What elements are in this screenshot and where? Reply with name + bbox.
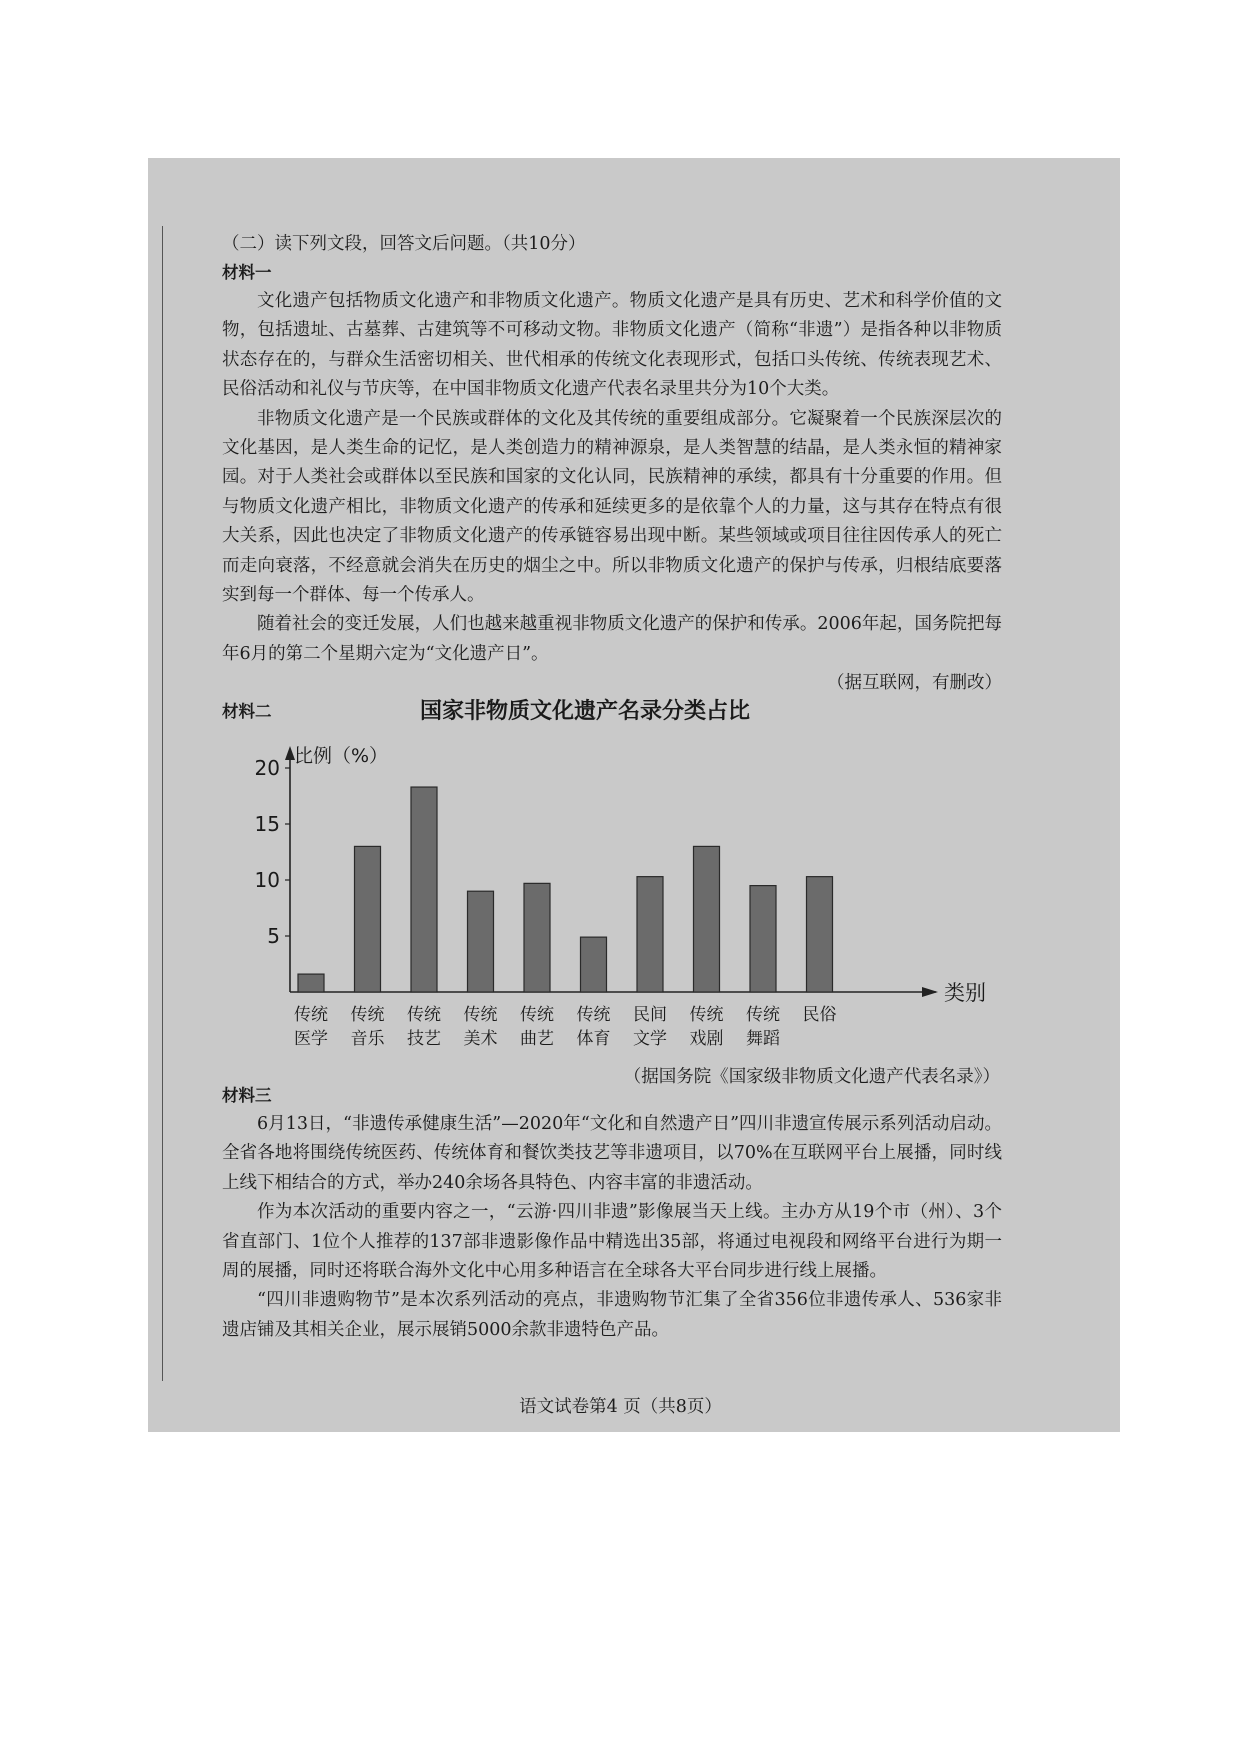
x-axis-arrow xyxy=(922,987,938,997)
material-three-paragraph-3: “四川非遗购物节”是本次系列活动的亮点，非遗购物节汇集了全省356位非遗传承人、536家非遗店铺及其相关企业，展示展销5000余款非遗特色产品。 xyxy=(222,1290,1002,1340)
bar xyxy=(524,883,550,992)
bar xyxy=(694,846,720,992)
material-one-label: 材料一 xyxy=(222,263,272,282)
material-three-paragraph-1: 6月13日，“非遗传承健康生活”—2020年“文化和自然遗产日”四川非遗宣传展示系列活动启动。全省各地将围绕传统医药、传统体育和餐饮类技艺等非遗项目，以70%在互联网平台上展播，同时线上线下相结合的方式，举办240余场各具特色、内容丰富的非遗活动。 xyxy=(222,1114,1002,1193)
bar-chart xyxy=(222,690,1012,1070)
section-title: （二）读下列文段，回答文后问题。（共10分） xyxy=(222,234,586,254)
x-tick-label: 传统 xyxy=(746,1005,780,1025)
y-axis-label: 比例（%） xyxy=(294,745,389,767)
material-one-source: （据互联网，有删改） xyxy=(827,673,1002,694)
y-tick-label: 15 xyxy=(254,812,280,836)
y-tick-label: 10 xyxy=(254,868,280,892)
x-tick-label: 传统 xyxy=(350,1005,385,1025)
x-tick-label: 民俗 xyxy=(802,1005,837,1025)
x-tick-label: 曲艺 xyxy=(520,1029,554,1049)
material-one-paragraph-1: 文化遗产包括物质文化遗产和非物质文化遗产。物质文化遗产是具有历史、艺术和科学价值的文物，包括遗址、古墓葬、古建筑等不可移动文物。非物质文化遗产（简称“非遗”）是指各种以非物质状态存在的，与群众生活密切相关、世代相承的传统文化表现形式，包括口头传统、传统表现艺术、民俗活动和礼仪与节庆等，在中国非物质文化遗产代表名录里共分为10个大类。 xyxy=(222,291,1002,400)
material-one-paragraph-2: 非物质文化遗产是一个民族或群体的文化及其传统的重要组成部分。它凝聚着一个民族深层次的文化基因，是人类生命的记忆，是人类创造力的精神源泉，是人类智慧的结晶，是人类永恒的精神家园。对于人类社会或群体以至民族和国家的文化认同，民族精神的承续，都具有十分重要的作用。但与物质文化遗产相比，非物质文化遗产的传承和延续更多的是依靠个人的力量，这与其存在特点有很大关系，因此也决定了非物质文化遗产的传承链容易出现中断。某些领域或项目往往因传承人的死亡而走向衰落，不经意就会消失在历史的烟尘之中。所以非物质文化遗产的保护与传承，归根结底要落实到每一个群体、每一个传承人。 xyxy=(222,408,1002,606)
binding-margin-line xyxy=(162,226,163,1381)
x-tick-label: 传统 xyxy=(520,1005,554,1025)
y-tick-label: 20 xyxy=(254,756,280,780)
x-tick-label: 美术 xyxy=(463,1029,498,1049)
bar xyxy=(637,877,663,992)
x-tick-label: 舞蹈 xyxy=(746,1029,780,1049)
x-axis-label: 类别 xyxy=(944,981,986,1005)
material-two-source: （据国务院《国家级非物质文化遗产代表名录》） xyxy=(623,1067,1000,1087)
bar-chart-svg xyxy=(222,690,1012,1070)
bar xyxy=(298,974,324,992)
x-tick-label: 传统 xyxy=(463,1005,498,1025)
x-tick-label: 戏剧 xyxy=(689,1029,724,1049)
x-tick-label: 音乐 xyxy=(350,1029,385,1049)
x-tick-label: 体育 xyxy=(576,1029,611,1049)
bar xyxy=(807,877,833,992)
page-footer: 语文试卷第4 页（共8页） xyxy=(519,1397,722,1417)
y-tick-label: 5 xyxy=(267,924,280,948)
x-tick-label: 传统 xyxy=(689,1005,724,1025)
material-three-label: 材料三 xyxy=(222,1086,272,1105)
bar xyxy=(355,846,381,992)
x-tick-label: 民间 xyxy=(633,1005,667,1025)
x-tick-label: 传统 xyxy=(407,1005,441,1025)
material-one-block xyxy=(222,230,1002,726)
material-three-block xyxy=(222,1082,1002,1345)
bar xyxy=(468,891,494,992)
x-tick-label: 文学 xyxy=(633,1029,667,1049)
bar xyxy=(581,937,607,992)
bar xyxy=(750,886,776,992)
x-tick-label: 医学 xyxy=(294,1029,328,1049)
x-tick-label: 传统 xyxy=(576,1005,611,1025)
chart-title: 国家非物质文化遗产名录分类占比 xyxy=(419,699,751,724)
bar xyxy=(411,787,437,992)
x-tick-label: 技艺 xyxy=(407,1029,441,1049)
material-two-label: 材料二 xyxy=(222,702,272,722)
material-one-paragraph-3: 随着社会的变迁发展，人们也越来越重视非物质文化遗产的保护和传承。2006年起，国务院把每年6月的第二个星期六定为“文化遗产日”。 xyxy=(222,614,1002,664)
material-three-paragraph-2: 作为本次活动的重要内容之一，“云游·四川非遗”影像展当天上线。主办方从19个市（州）、3个省直部门、1位个人推荐的137部非遗影像作品中精选出35部，将通过电视段和网络平台进行为期一周的展播，同时还将联合海外文化中心用多种语言在全球各大平台同步进行线上展播。 xyxy=(222,1202,1002,1282)
x-tick-label: 传统 xyxy=(294,1005,328,1025)
